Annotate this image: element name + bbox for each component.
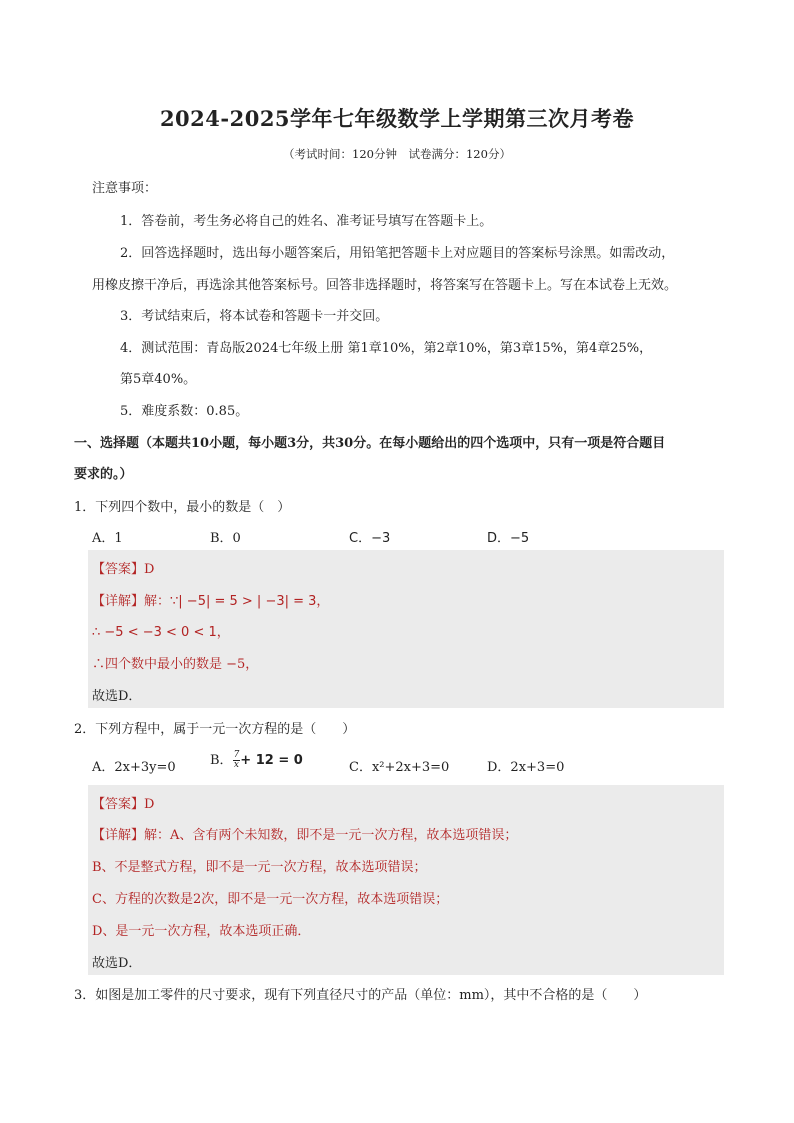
q2-detail-5: 故选D． bbox=[92, 956, 142, 971]
option-b-rest: + 12 = 0 bbox=[240, 753, 303, 768]
answer-tag: 【答案】 bbox=[92, 797, 145, 812]
q1-option-a: A．1 bbox=[92, 531, 123, 546]
q2-detail-3: C、方程的次数是2次，即不是一元一次方程，故本选项错误； bbox=[92, 892, 449, 907]
exam-subtitle: （考试时间：120分钟 试卷满分：120分） bbox=[283, 147, 511, 161]
q2-answer-box bbox=[88, 785, 724, 975]
answer-value: D bbox=[144, 562, 155, 577]
answer-tag: 【答案】 bbox=[92, 562, 145, 577]
note-item-1: 1．答卷前，考生务必将自己的姓名、准考证号填写在答题卡上。 bbox=[120, 214, 493, 229]
q1-option-d: D．−5 bbox=[487, 531, 530, 546]
section-heading-cont: 要求的。） bbox=[74, 467, 133, 482]
note-item-5: 5．难度系数：0.85。 bbox=[120, 404, 249, 419]
detail-text: 解：A、含有两个未知数，即不是一元一次方程，故本选项错误； bbox=[144, 828, 518, 843]
detail-text: 解：∵| −5| = 5 > | −3| = 3， bbox=[144, 594, 330, 609]
question-2-stem: 2．下列方程中，属于一元一次方程的是（ ） bbox=[74, 722, 356, 737]
fraction-numerator: 7 bbox=[233, 750, 240, 760]
fraction-denominator: x bbox=[233, 760, 239, 770]
question-3-stem: 3．如图是加工零件的尺寸要求，现有下列直径尺寸的产品（单位：mm），其中不合格的是（ ） bbox=[74, 988, 647, 1003]
q2-detail-1 bbox=[92, 824, 517, 843]
q1-answer bbox=[92, 558, 154, 577]
notes-heading: 注意事项： bbox=[92, 181, 158, 196]
q1-detail-3: ∴四个数中最小的数是 −5， bbox=[92, 657, 259, 672]
q2-answer bbox=[92, 793, 154, 812]
section-heading: 一、选择题（本题共10小题，每小题3分，共30分。在每小题给出的四个选项中，只有一项是符合题目 bbox=[74, 436, 666, 451]
q2-option-b bbox=[210, 749, 303, 770]
note-item-4-cont: 第5章40%。 bbox=[120, 372, 197, 387]
q1-option-c: C．−3 bbox=[349, 531, 391, 546]
detail-tag: 【详解】 bbox=[92, 828, 145, 843]
q1-detail-4: 故选D． bbox=[92, 689, 142, 704]
note-item-4: 4．测试范围：青岛版2024七年级上册 第1章10%，第2章10%，第3章15%，第4章25%， bbox=[120, 341, 653, 356]
question-1-stem: 1．下列四个数中，最小的数是（ ） bbox=[74, 500, 291, 515]
note-item-3: 3．考试结束后，将本试卷和答题卡一并交回。 bbox=[120, 309, 389, 324]
q2-option-a: A．2x+3y=0 bbox=[92, 760, 176, 775]
q2-option-c: C．x²+2x+3=0 bbox=[349, 760, 450, 775]
q1-option-b: B．0 bbox=[210, 531, 241, 546]
option-b-label: B． bbox=[210, 753, 233, 768]
q1-detail-2: ∴ −5 < −3 < 0 < 1， bbox=[92, 625, 230, 640]
exam-title: 2024-2025学年七年级数学上学期第三次月考卷 bbox=[159, 106, 635, 131]
q2-detail-2: B、不是整式方程，即不是一元一次方程，故本选项错误； bbox=[92, 860, 427, 875]
q2-option-d: D．2x+3=0 bbox=[487, 760, 565, 775]
q2-detail-4: D、是一元一次方程，故本选项正确． bbox=[92, 924, 311, 939]
note-item-2-cont: 用橡皮擦干净后，再选涂其他答案标号。回答非选择题时，将答案写在答题卡上。写在本试卷上无效。 bbox=[92, 278, 678, 293]
q1-detail-1 bbox=[92, 590, 329, 609]
note-item-2: 2．回答选择题时，选出每小题答案后，用铅笔把答题卡上对应题目的答案标号涂黑。如需改动， bbox=[120, 246, 675, 261]
detail-tag: 【详解】 bbox=[92, 594, 145, 609]
answer-value: D bbox=[144, 797, 155, 812]
